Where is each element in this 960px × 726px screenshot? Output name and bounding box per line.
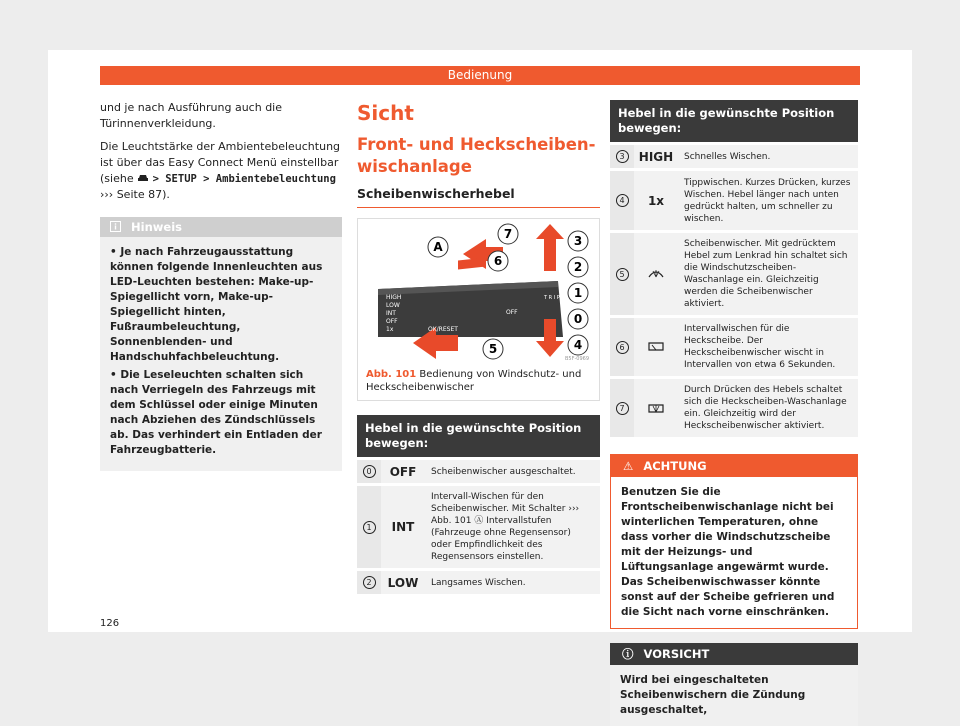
column-right xyxy=(610,100,858,726)
column-left xyxy=(100,100,342,471)
figure-caption xyxy=(358,364,599,400)
svg-text:OFF: OFF xyxy=(506,309,518,316)
note-header: Hinweis xyxy=(100,217,342,237)
positions-table xyxy=(357,415,600,597)
page-number: 126 xyxy=(100,618,120,629)
table-header: Hebel in die gewünschte Position bewegen: xyxy=(610,100,858,144)
svg-text:7: 7 xyxy=(503,227,513,241)
table-row: 1 INT Intervall-Wischen für den Scheibenwischer. Mit Schalter ››› Abb. 101 Ⓐ Intervallstufen (Fahrzeuge ohne Regensensor) oder Empfindlichkeit des Regensensors einstellen. xyxy=(357,485,600,570)
symbol-label: INT xyxy=(381,485,425,570)
figure-caption-text: Bedienung von Windschutz- und Heckscheibenwischer xyxy=(366,369,582,393)
symbol-label: LOW xyxy=(381,570,425,596)
wiper-lever-svg xyxy=(358,219,599,364)
caution-icon: ⓘ xyxy=(622,647,634,661)
section-header: Bedienung xyxy=(100,66,860,85)
svg-text:4: 4 xyxy=(573,338,583,352)
svg-text:T R I P: T R I P xyxy=(544,295,560,301)
table-row: 2 LOW Langsames Wischen. xyxy=(357,570,600,596)
svg-text:OK/RESET: OK/RESET xyxy=(428,326,458,333)
table-row: 3 HIGH Schnelles Wischen. xyxy=(610,144,858,170)
subsection-title: Scheibenwischerhebel xyxy=(357,186,600,208)
table-row: 0 OFF Scheibenwischer ausgeschaltet. xyxy=(357,459,600,485)
svg-text:B5F-0969: B5F-0969 xyxy=(565,356,590,362)
rear-washer-icon xyxy=(648,401,664,413)
svg-text:OFF: OFF xyxy=(386,318,398,325)
caution-header: ⓘ VORSICHT xyxy=(610,643,858,665)
svg-text:A: A xyxy=(433,240,443,254)
table-row: 6 Intervallwischen für die Heckscheibe. Der Heckscheibenwischer wischt in Intervallen von etwa 6 Sekunden. xyxy=(610,317,858,378)
svg-text:0: 0 xyxy=(573,312,583,326)
paragraph: und je nach Ausführung auch die Türinnenverkleidung. xyxy=(100,101,282,130)
svg-text:6: 6 xyxy=(493,254,503,268)
windshield-washer-icon xyxy=(648,267,664,279)
note-item: • Die Leseleuchten schalten sich nach Verriegeln des Fahrzeugs mit dem Schlüssel oder einige Minuten nach Abziehen des Zündschlüssels ab. Das verhindert ein Entladen der Fahrzeugbatterie. xyxy=(110,369,322,456)
column-middle xyxy=(357,100,600,597)
caution-box xyxy=(610,643,858,726)
svg-text:INT: INT xyxy=(386,310,396,317)
arrow-flat-icon xyxy=(458,258,486,270)
svg-text:LOW: LOW xyxy=(386,302,400,309)
svg-text:5: 5 xyxy=(488,342,498,356)
warning-header: ⚠ ACHTUNG xyxy=(611,455,857,477)
svg-text:1x: 1x xyxy=(386,326,394,333)
wiper-lever-illustration xyxy=(358,219,599,364)
paragraph: Die Leuchtstärke der Ambientebeleuchtung ist über das Easy Connect Menü einstellbar (siehe > SETUP > Ambientebeleuchtung ››› Seite 87). xyxy=(100,140,341,201)
positions-table xyxy=(610,100,858,440)
table-row: 5 Scheibenwischer. Mit gedrücktem Hebel zum Lenkrad hin schaltet sich die Windschutzscheiben-Waschanlage ein. Gleichzeitig werden die Scheibenwischer aktiviert. xyxy=(610,232,858,317)
figure xyxy=(357,218,600,401)
note-item: • Je nach Fahrzeugausstattung können folgende Innenleuchten aus LED-Leuchten bestehen: Make-up-Spiegellicht vorn, Make-up-Spiegellicht hinten, Fußraumbeleuchtung, Sonnenblenden- und Handschuhfachbeleuchtung. xyxy=(110,246,323,363)
arrow-up-long-icon xyxy=(536,224,564,271)
table-header: Hebel in die gewünschte Position bewegen: xyxy=(357,415,600,459)
caution-body: Wird bei eingeschalteten Scheibenwischern die Zündung ausgeschaltet, xyxy=(620,674,806,716)
svg-text:1: 1 xyxy=(573,286,583,300)
info-icon xyxy=(110,221,121,232)
section-title: Front- und Heckscheiben-wischanlage xyxy=(357,135,596,176)
warning-icon: ⚠ xyxy=(623,459,634,473)
warning-body: Benutzen Sie die Frontscheibenwischanlage nicht bei winterlichen Temperaturen, ohne dass vorher die Windschutzscheibe mit der Heizungs- und Lüftungsanlage angewärmt wurde. Das Scheibenwischwasser könnte sonst auf der Scheibe gefrieren und die Sicht nach vorne einschränken. xyxy=(621,486,835,618)
svg-text:HIGH: HIGH xyxy=(386,294,402,301)
svg-text:3: 3 xyxy=(573,234,583,248)
warning-box xyxy=(610,454,858,629)
table-row: 7 Durch Drücken des Hebels schaltet sich die Heckscheiben-Waschanlage ein. Gleichzeitig wird der Heckscheibenwischer aktiviert. xyxy=(610,378,858,439)
note-box xyxy=(100,217,342,471)
table-row: 4 1x Tippwischen. Kurzes Drücken, kurzes Wischen. Hebel länger nach unten gedrückt halten, um schneller zu wischen. xyxy=(610,170,858,232)
note-body xyxy=(100,237,342,471)
symbol-label: HIGH xyxy=(634,144,678,170)
rear-wiper-icon xyxy=(648,340,664,352)
car-icon xyxy=(137,173,149,183)
symbol-label: OFF xyxy=(381,459,425,485)
figure-label: Abb. 101 xyxy=(366,369,417,380)
page-title: Sicht xyxy=(357,101,414,125)
svg-text:2: 2 xyxy=(573,260,583,274)
symbol-label: 1x xyxy=(634,170,678,232)
